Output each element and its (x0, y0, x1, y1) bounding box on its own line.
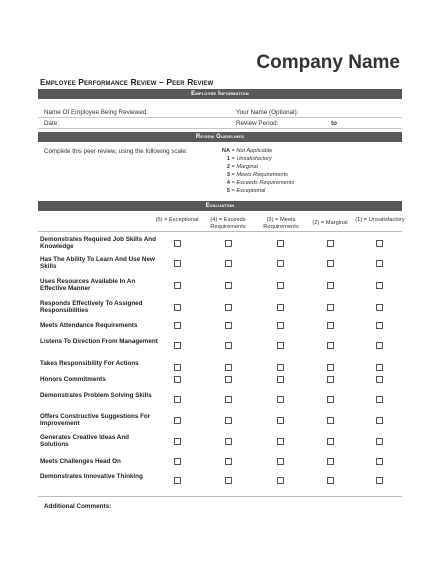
scale-item: 1 = Unsatisfactory (226, 155, 272, 162)
form-title: Employee Performance Review – Peer Review (40, 77, 214, 87)
rating-checkbox-unsatisfactory[interactable] (376, 342, 383, 349)
rating-checkbox-marginal[interactable] (327, 364, 334, 371)
rating-checkbox-exceeds[interactable] (225, 417, 232, 424)
criterion-label: Offers Constructive Suggestions For Improvement (40, 413, 151, 428)
column-header-exceeds: (4) = Exceeds Requirements (210, 217, 246, 230)
rating-checkbox-exceptional[interactable] (174, 417, 181, 424)
rating-checkbox-exceptional[interactable] (174, 438, 181, 445)
rating-checkbox-marginal[interactable] (327, 477, 334, 484)
evaluation-bottom-rule (38, 496, 402, 497)
rating-checkbox-marginal[interactable] (327, 417, 334, 424)
your-name-label: Your Name (Optional): (236, 109, 299, 116)
employee-name-label: Name Of Employee Being Reviewed: (44, 109, 148, 116)
rating-checkbox-exceeds[interactable] (225, 304, 232, 311)
column-header-exceptional: (5) = Exceptional (155, 217, 199, 223)
rating-checkbox-meets[interactable] (277, 342, 284, 349)
scale-item: 5 = Exceptional (226, 187, 266, 194)
rating-checkbox-meets[interactable] (277, 417, 284, 424)
rating-checkbox-unsatisfactory[interactable] (376, 477, 383, 484)
rating-checkbox-exceeds[interactable] (225, 322, 232, 329)
criterion-label: Responds Effectively To Assigned Responsibilities (40, 300, 143, 315)
rating-checkbox-meets[interactable] (277, 396, 284, 403)
rating-checkbox-exceptional[interactable] (174, 240, 181, 247)
rating-checkbox-marginal[interactable] (327, 376, 334, 383)
rating-checkbox-unsatisfactory[interactable] (376, 260, 383, 267)
date-field-line[interactable] (38, 128, 402, 129)
rating-checkbox-meets[interactable] (277, 438, 284, 445)
rating-checkbox-exceptional[interactable] (174, 342, 181, 349)
column-header-divider (38, 231, 402, 232)
rating-checkbox-exceptional[interactable] (174, 396, 181, 403)
rating-checkbox-meets[interactable] (277, 304, 284, 311)
review-period-to-label: to (331, 120, 337, 127)
rating-checkbox-exceeds[interactable] (225, 458, 232, 465)
rating-checkbox-exceeds[interactable] (225, 438, 232, 445)
evaluation-header: Evaluation (38, 201, 402, 211)
rating-checkbox-exceeds[interactable] (225, 240, 232, 247)
rating-checkbox-exceptional[interactable] (174, 322, 181, 329)
rating-checkbox-meets[interactable] (277, 240, 284, 247)
criterion-label: Demonstrates Required Job Skills And Knowledge (40, 236, 156, 251)
rating-checkbox-unsatisfactory[interactable] (376, 240, 383, 247)
criterion-label: Demonstrates Innovative Thinking (40, 473, 143, 480)
rating-checkbox-marginal[interactable] (327, 240, 334, 247)
rating-checkbox-unsatisfactory[interactable] (376, 304, 383, 311)
rating-checkbox-meets[interactable] (277, 376, 284, 383)
rating-checkbox-exceeds[interactable] (225, 396, 232, 403)
rating-checkbox-unsatisfactory[interactable] (376, 438, 383, 445)
rating-checkbox-exceptional[interactable] (174, 260, 181, 267)
rating-checkbox-meets[interactable] (277, 477, 284, 484)
criterion-label: Listens To Direction From Management (40, 338, 158, 345)
criterion-label: Meets Challenges Head On (40, 458, 121, 465)
rating-checkbox-exceptional[interactable] (174, 477, 181, 484)
rating-checkbox-exceeds[interactable] (225, 364, 232, 371)
scale-item: NA = Not Applicable (221, 148, 273, 154)
rating-checkbox-exceptional[interactable] (174, 458, 181, 465)
rating-checkbox-marginal[interactable] (327, 304, 334, 311)
rating-checkbox-marginal[interactable] (327, 282, 334, 289)
rating-checkbox-marginal[interactable] (327, 342, 334, 349)
guidelines-intro: Complete this peer review, using the following scale: (44, 148, 188, 155)
rating-checkbox-marginal[interactable] (327, 458, 334, 465)
rating-checkbox-exceeds[interactable] (225, 342, 232, 349)
column-header-meets: (3) = Meets Requirements (263, 217, 299, 230)
review-guidelines-header: Review Guidelines (38, 132, 402, 142)
rating-checkbox-meets[interactable] (277, 282, 284, 289)
rating-checkbox-meets[interactable] (277, 260, 284, 267)
rating-checkbox-unsatisfactory[interactable] (376, 417, 383, 424)
criterion-label: Demonstrates Problem Solving Skills (40, 392, 152, 399)
rating-checkbox-meets[interactable] (277, 458, 284, 465)
column-header-marginal: (2) = Marginal (312, 220, 348, 226)
criterion-label: Uses Resources Available In An Effective Manner (40, 278, 136, 293)
company-name: Company Name (256, 52, 400, 73)
employee-information-header: Employee Information (38, 89, 402, 99)
rating-checkbox-unsatisfactory[interactable] (376, 364, 383, 371)
criterion-label: Generates Creative Ideas And Solutions (40, 434, 130, 449)
column-header-unsatisfactory: (1) = Unsatisfactory (355, 217, 405, 223)
criterion-label: Meets Attendance Requirements (40, 322, 138, 329)
additional-comments-label: Additional Comments: (44, 503, 112, 510)
scale-item: 3 = Meets Requirements (226, 171, 288, 178)
rating-checkbox-exceptional[interactable] (174, 376, 181, 383)
rating-checkbox-exceptional[interactable] (174, 304, 181, 311)
criterion-label: Takes Responsibility For Actions (40, 360, 139, 367)
rating-checkbox-meets[interactable] (277, 322, 284, 329)
scale-item: 4 = Exceeds Requirements (226, 179, 295, 186)
rating-checkbox-marginal[interactable] (327, 438, 334, 445)
rating-checkbox-unsatisfactory[interactable] (376, 376, 383, 383)
rating-checkbox-exceeds[interactable] (225, 260, 232, 267)
rating-checkbox-exceeds[interactable] (225, 477, 232, 484)
rating-checkbox-marginal[interactable] (327, 322, 334, 329)
rating-checkbox-unsatisfactory[interactable] (376, 322, 383, 329)
rating-checkbox-exceeds[interactable] (225, 376, 232, 383)
review-period-label: Review Period: (236, 120, 279, 127)
employee-name-field-line[interactable] (38, 117, 402, 118)
rating-checkbox-exceeds[interactable] (225, 282, 232, 289)
criterion-label: Honors Commitments (40, 376, 106, 383)
rating-checkbox-unsatisfactory[interactable] (376, 396, 383, 403)
scale-item: 2 = Marginal (226, 163, 258, 170)
criterion-label: Has The Ability To Learn And Use New Skills (40, 256, 155, 271)
rating-checkbox-exceptional[interactable] (174, 364, 181, 371)
rating-checkbox-marginal[interactable] (327, 260, 334, 267)
rating-checkbox-exceptional[interactable] (174, 282, 181, 289)
date-label: Date: (44, 120, 60, 127)
rating-checkbox-meets[interactable] (277, 364, 284, 371)
rating-checkbox-unsatisfactory[interactable] (376, 458, 383, 465)
rating-scale-list (208, 148, 294, 195)
rating-checkbox-marginal[interactable] (327, 396, 334, 403)
rating-checkbox-unsatisfactory[interactable] (376, 282, 383, 289)
